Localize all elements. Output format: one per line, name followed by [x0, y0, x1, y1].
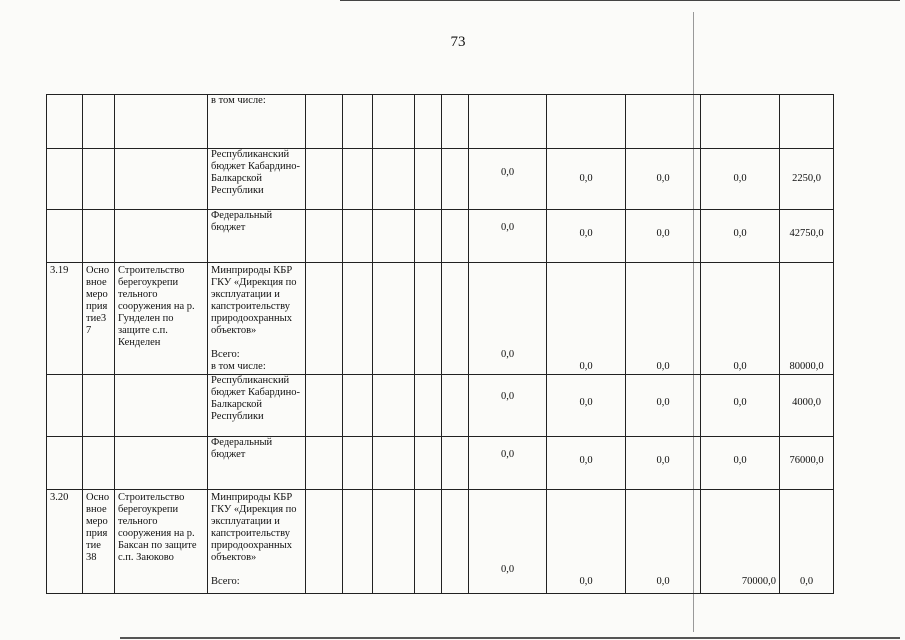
funding-source-cell: Республиканский бюджет Кабардино-Балкарской Республики: [208, 375, 306, 437]
budget-table: [46, 94, 834, 594]
funding-source-cell: [208, 263, 306, 375]
table-row: [47, 490, 834, 594]
value-cell: 0,0: [547, 149, 626, 210]
value-cell: 0,0: [701, 375, 780, 437]
row-number-cell: [47, 95, 83, 149]
value-cell: 80000,0: [780, 263, 834, 375]
value-cell: 4000,0: [780, 375, 834, 437]
measure-type-cell: [83, 95, 115, 149]
value-cell: 0,0: [626, 263, 701, 375]
value-cell: 0,0: [547, 490, 626, 594]
measure-name-cell: [115, 95, 208, 149]
total-label: Всего:: [211, 349, 240, 360]
scan-bottom-edge: [120, 637, 900, 639]
table-row: [47, 263, 834, 375]
funding-source-cell: [208, 490, 306, 594]
value-cell: [780, 95, 834, 149]
value-cell: 0,0: [626, 490, 701, 594]
organization-text: Минприроды КБР ГКУ «Дирекция по эксплуатации и капстроительству природоохранных объектов»: [211, 492, 297, 563]
value-cell: 0,0: [701, 210, 780, 263]
value-cell: 0,0: [701, 437, 780, 490]
value-cell: 0,0: [547, 437, 626, 490]
value-cell: 0,0: [469, 210, 547, 263]
value-cell: 0,0: [626, 375, 701, 437]
including-label: в том числе:: [211, 361, 266, 372]
total-label: Всего:: [211, 576, 240, 587]
value-cell: 0,0: [469, 375, 547, 437]
value-cell: 76000,0: [780, 437, 834, 490]
table-row: [47, 210, 834, 263]
table-row: [47, 375, 834, 437]
funding-source-cell: в том числе:: [208, 95, 306, 149]
measure-name-cell: Строительство берегоукрепи тельного сооружения на р. Гунделен по защите с.п. Кенделен: [115, 263, 208, 375]
value-cell: 0,0: [626, 149, 701, 210]
value-cell: [701, 95, 780, 149]
value-cell: 0,0: [469, 437, 547, 490]
value-cell: 0,0: [547, 210, 626, 263]
value-cell: 42750,0: [780, 210, 834, 263]
value-cell: 0,0: [469, 149, 547, 210]
value-cell: 2250,0: [780, 149, 834, 210]
value-cell: 0,0: [701, 263, 780, 375]
measure-name-cell: Строительство берегоукрепи тельного сооружения на р. Баксан по защите с.п. Заюково: [115, 490, 208, 594]
value-cell: 0,0: [469, 263, 547, 375]
funding-source-cell: Федеральный бюджет: [208, 210, 306, 263]
value-cell: 0,0: [626, 210, 701, 263]
row-number-cell: 3.20: [47, 490, 83, 594]
value-cell: 0,0: [547, 263, 626, 375]
value-cell: [547, 95, 626, 149]
scan-top-edge: [340, 0, 900, 1]
measure-type-cell: Осно вное меро прия тие 38: [83, 490, 115, 594]
value-cell: 0,0: [780, 490, 834, 594]
table-row: [47, 437, 834, 490]
page-number: 73: [450, 34, 466, 50]
funding-source-cell: Республиканский бюджет Кабардино-Балкарской Республики: [208, 149, 306, 210]
value-cell: [626, 95, 701, 149]
value-cell: [469, 95, 547, 149]
measure-type-cell: Осно вное меро прия тие3 7: [83, 263, 115, 375]
value-cell: 0,0: [547, 375, 626, 437]
table-row: [47, 95, 834, 149]
organization-text: Минприроды КБР ГКУ «Дирекция по эксплуатации и капстроительству природоохранных объектов»: [211, 265, 297, 336]
value-cell: 70000,0: [701, 490, 780, 594]
table-row: [47, 149, 834, 210]
funding-source-cell: Федеральный бюджет: [208, 437, 306, 490]
row-number-cell: 3.19: [47, 263, 83, 375]
value-cell: 0,0: [626, 437, 701, 490]
value-cell: 0,0: [701, 149, 780, 210]
value-cell: 0,0: [469, 490, 547, 594]
